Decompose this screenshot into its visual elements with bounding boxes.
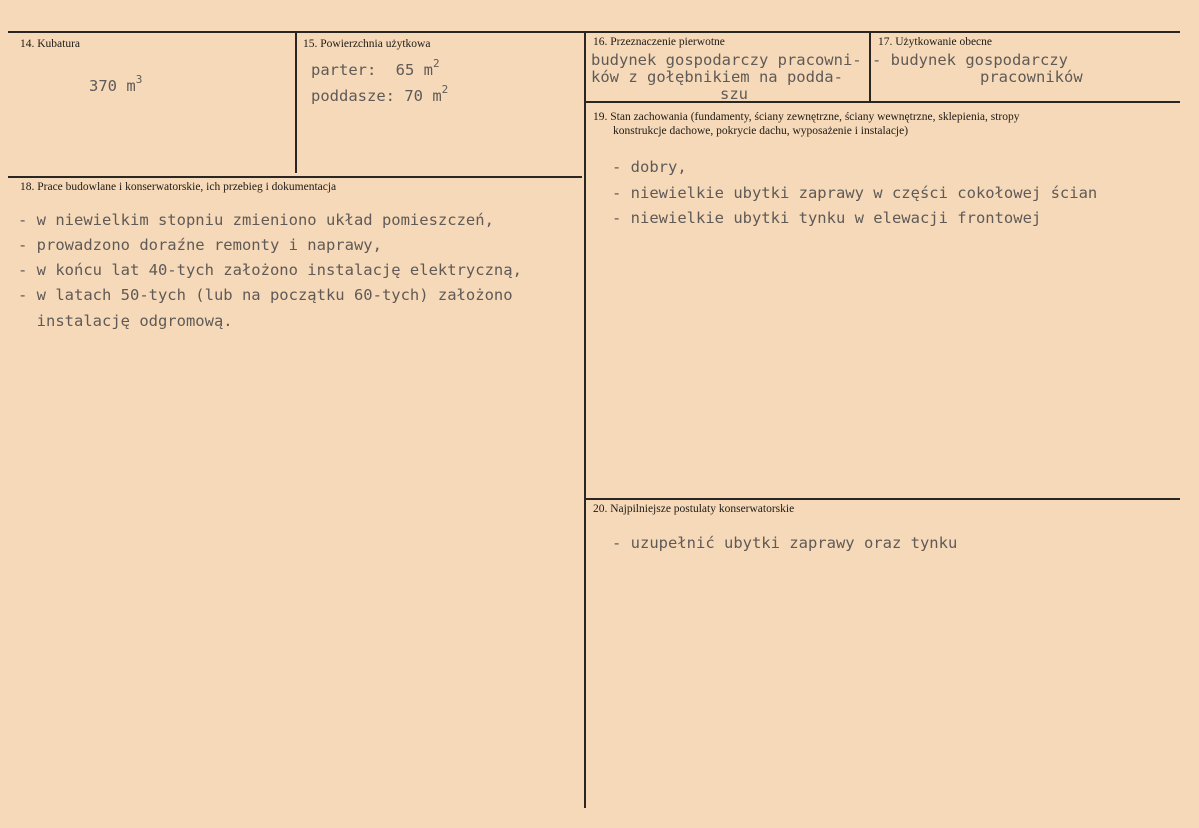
field-15-label: 15. Powierzchnia użytkowa [303, 38, 431, 50]
rule-above-20 [585, 498, 1180, 500]
field-18-label: 18. Prace budowlane i konserwatorskie, ich przebieg i dokumentacja [20, 181, 337, 193]
rule-under-16-17 [585, 101, 1180, 103]
kubatura-unit: m [126, 77, 136, 95]
field-19-label-line-1: 19. Stan zachowania (fundamenty, ściany zewnętrzne, ściany wewnętrzne, sklepienia, stropy [593, 111, 1020, 123]
field-20-line-1: - uzupełnić ubytki zaprawy oraz tynku [612, 534, 958, 552]
kubatura-number: 370 [89, 77, 117, 95]
field-18-line-1: - w niewielkim stopniu zmieniono układ pomieszczeń, [18, 211, 494, 229]
field-17-line-1: - budynek gospodarczy [872, 51, 1068, 69]
parter-value: 65 m [395, 61, 433, 79]
divider-16-17 [869, 32, 871, 102]
center-divider [584, 32, 586, 808]
top-rule [8, 31, 1180, 33]
field-14-label: 14. Kubatura [20, 38, 81, 50]
field-17-line-2: pracowników [980, 68, 1083, 86]
field-16-label: 16. Przeznaczenie pierwotne [593, 36, 725, 48]
parter-label: parter: [311, 61, 377, 79]
field-18-line-3: - w końcu lat 40-tych założono instalację elektryczną, [18, 261, 522, 279]
kubatura-unit-exponent: 3 [135, 73, 143, 86]
poddasze-exponent: 2 [441, 83, 449, 96]
field-18-line-4: - w latach 50-tych (lub na początku 60-tych) założono [18, 286, 513, 304]
field-16-line-2: ków z gołębnikiem na podda- [591, 68, 843, 86]
field-15-poddasze [311, 83, 449, 106]
field-16-line-1: budynek gospodarczy pracowni- [591, 51, 862, 69]
parter-exponent: 2 [433, 57, 440, 70]
field-19-line-3: - niewielkie ubytki tynku w elewacji frontowej [612, 209, 1042, 227]
field-19-line-1: - dobry, [612, 158, 687, 176]
field-15-parter [311, 57, 440, 80]
field-17-label: 17. Użytkowanie obecne [878, 36, 993, 48]
field-18-line-2: - prowadzono doraźne remonty i naprawy, [18, 236, 382, 254]
field-19-line-2: - niewielkie ubytki zaprawy w części cokołowej ścian [612, 184, 1098, 202]
field-19-label-line-2: konstrukcje dachowe, pokrycie dachu, wyposażenie i instalacje) [613, 125, 909, 137]
field-14-value [89, 73, 143, 96]
rule-above-18 [8, 176, 582, 178]
poddasze-label: poddasze: [311, 87, 395, 105]
divider-14-15 [295, 32, 297, 173]
poddasze-value: 70 m [404, 87, 442, 105]
field-18-line-5: instalację odgromową. [18, 312, 233, 330]
field-20-label: 20. Najpilniejsze postulaty konserwatorskie [593, 503, 795, 515]
field-16-line-3: szu [720, 85, 748, 103]
